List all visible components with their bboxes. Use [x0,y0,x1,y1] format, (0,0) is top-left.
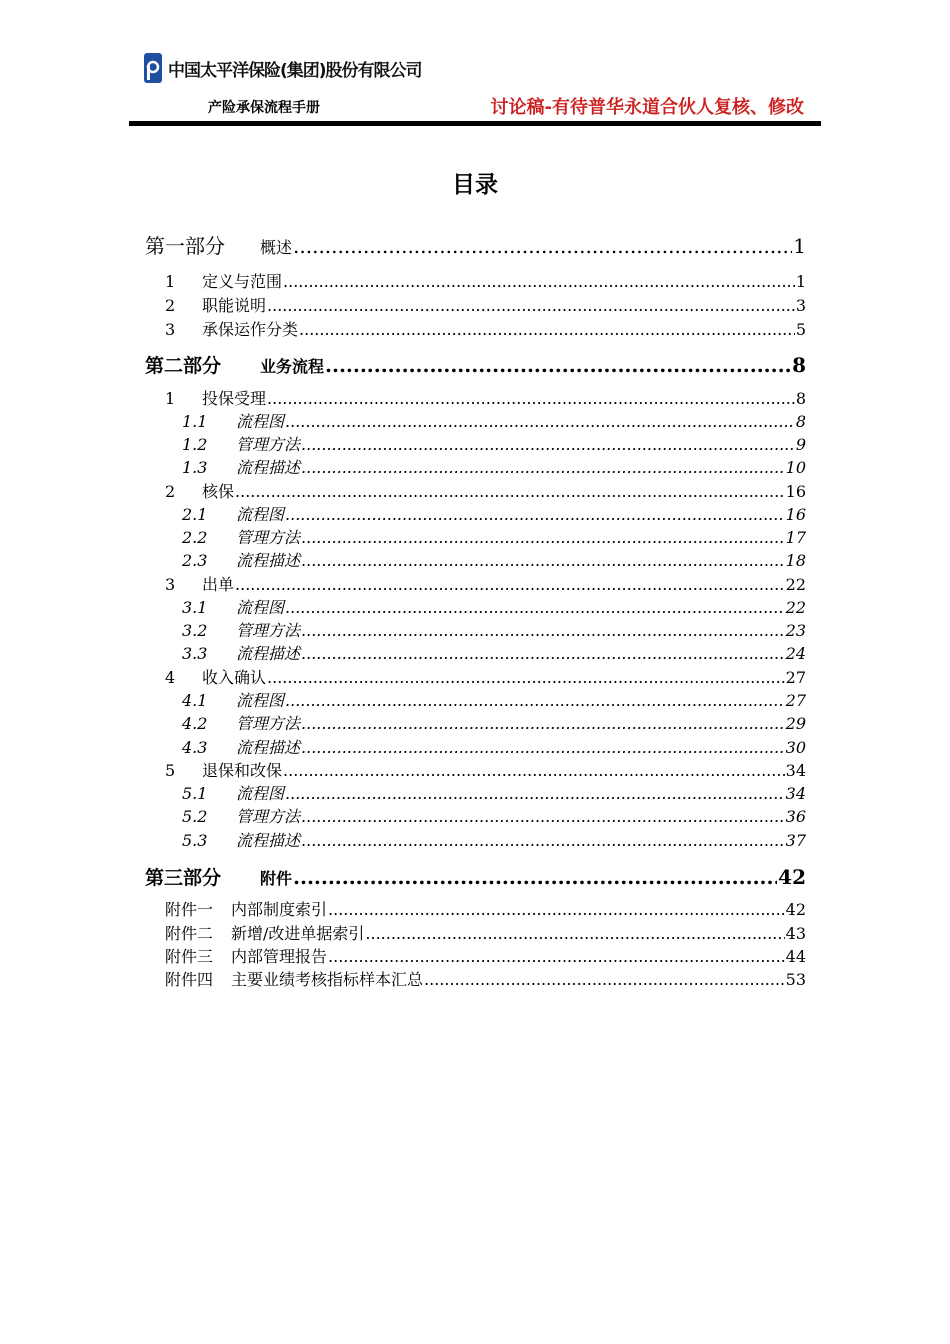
leader-dots [293,867,777,887]
manual-title: 产险承保流程手册 [208,100,320,116]
toc-entry-appendix[interactable]: 附件一 内部制度索引 ..... 42 [145,900,806,920]
header-rule [129,121,821,126]
toc-entry[interactable]: 5.2 管理方法 ..... 36 [145,807,806,827]
leader-dots [328,900,785,920]
toc-entry[interactable]: 3.3 流程描述 ..... 24 [145,644,806,664]
leader-dots [301,644,785,664]
toc-entry[interactable]: 1 定义与范围 ..... 1 [145,272,806,292]
leader-dots [235,482,785,502]
toc-title: 目录 [452,172,498,198]
leader-dots [301,458,785,478]
toc-entry[interactable]: 5.1 流程图 ..... 34 [145,784,806,804]
leader-dots [301,435,795,455]
toc-entry[interactable]: 2 职能说明 ..... 3 [145,296,806,316]
toc-entry-appendix[interactable]: 附件三 内部管理报告 ..... 44 [145,947,806,967]
leader-dots [424,970,785,990]
toc-entry[interactable]: 2 核保 ..... 16 [145,482,806,502]
toc-entry[interactable]: 5.3 流程描述 ..... 37 [145,831,806,851]
toc-entry[interactable]: 4.2 管理方法 ..... 29 [145,714,806,734]
leader-dots [267,668,785,688]
toc-entry-part-3[interactable]: 第三部分 附件 ..... 42 [145,867,806,889]
toc-entry[interactable]: 1 投保受理 ..... 8 [145,389,806,409]
company-name: 中国太平洋保险(集团)股份有限公司 [168,60,422,81]
toc-entry-appendix[interactable]: 附件二 新增/改进单据索引 ..... 43 [145,924,806,944]
leader-dots [301,714,785,734]
leader-dots [235,575,785,595]
toc-entry[interactable]: 3 承保运作分类 ..... 5 [145,320,806,340]
leader-dots [267,296,795,316]
toc-entry[interactable]: 2.2 管理方法 ..... 17 [145,528,806,548]
toc-entry-appendix[interactable]: 附件四 主要业绩考核指标样本汇总 ..... 53 [145,970,806,990]
toc-entry[interactable]: 4.1 流程图 ..... 27 [145,691,806,711]
leader-dots [365,924,784,944]
toc-entry[interactable]: 1.1 流程图 ..... 8 [145,412,806,432]
toc-entry[interactable]: 3.1 流程图 ..... 22 [145,598,806,618]
leader-dots [325,355,791,375]
toc-entry[interactable]: 1.3 流程描述 ..... 10 [145,458,806,478]
leader-dots [283,272,795,292]
leader-dots [285,412,795,432]
toc-entry-part-1[interactable]: 第一部分 概述 ..... 1 [145,236,806,258]
leader-dots [301,831,785,851]
leader-dots [283,761,785,781]
company-logo [144,50,422,86]
toc-entry-part-2[interactable]: 第二部分 业务流程 ..... 8 [145,355,806,377]
leader-dots [293,236,792,256]
toc-entry[interactable]: 1.2 管理方法 ..... 9 [145,435,806,455]
leader-dots [299,320,795,340]
toc-entry[interactable]: 3 出单 ..... 22 [145,575,806,595]
toc-entry[interactable]: 2.3 流程描述 ..... 18 [145,551,806,571]
cpic-logo-icon [144,53,162,83]
leader-dots [267,389,795,409]
leader-dots [301,621,785,641]
toc-entry[interactable]: 3.2 管理方法 ..... 23 [145,621,806,641]
leader-dots [285,691,785,711]
draft-note: 讨论稿-有待普华永道合伙人复核、修改 [490,97,804,118]
leader-dots [285,784,785,804]
leader-dots [328,947,785,967]
leader-dots [285,598,785,618]
toc-entry[interactable]: 5 退保和改保 ..... 34 [145,761,806,781]
leader-dots [301,528,785,548]
leader-dots [301,551,785,571]
toc-entry[interactable]: 4 收入确认 ..... 27 [145,668,806,688]
leader-dots [285,505,785,525]
toc-entry[interactable]: 2.1 流程图 ..... 16 [145,505,806,525]
toc-entry[interactable]: 4.3 流程描述 ..... 30 [145,738,806,758]
leader-dots [301,738,785,758]
leader-dots [301,807,785,827]
